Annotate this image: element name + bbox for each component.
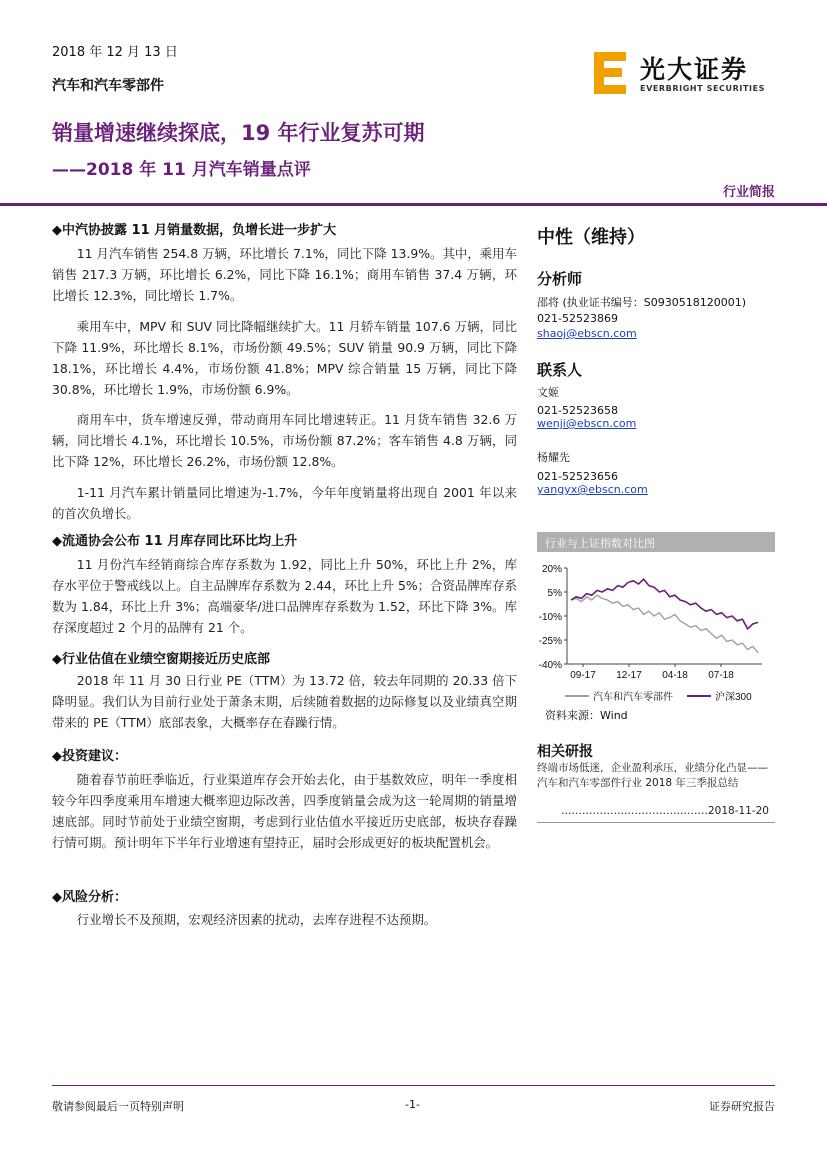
chart-title: 行业与上证指数对比图	[537, 532, 775, 552]
contact1-name: 文姬	[537, 386, 559, 399]
index-comparison-chart	[537, 556, 775, 706]
series-line-csi300	[571, 579, 758, 629]
rating-label: 中性（维持）	[537, 227, 645, 248]
contact1-phone: 021-52523658	[537, 404, 618, 417]
related-report-date: ……………………………………2018-11-20	[560, 805, 769, 817]
related-report-title[interactable]: 终端市场低迷，企业盈利承压，业绩分化凸显——汽车和汽车零部件行业 2018 年三季报总结	[537, 762, 768, 789]
section-head-sales: ◆中汽协披露 11 月销量数据，负增长进一步扩大	[52, 223, 337, 238]
para-risk: 行业增长不及预期，宏观经济因素的扰动，去库存进程不达预期。	[76, 912, 437, 927]
page-number: -1-	[405, 1098, 420, 1111]
x-tick-label: 12-17	[616, 670, 642, 681]
y-tick-label: -10%	[538, 612, 562, 623]
contact2-email-link[interactable]: yangyx@ebscn.com	[537, 483, 648, 496]
related-reports-heading: 相关研报	[537, 744, 593, 760]
logo-english-name: EVERBRIGHT SECURITIES	[640, 84, 766, 93]
report-title: 销量增速继续探底，19 年行业复苏可期	[52, 121, 425, 145]
x-tick-label: 07-18	[708, 670, 734, 681]
section-head-valuation: ◆行业估值在业绩空窗期接近历史底部	[52, 652, 270, 667]
y-tick-label: 20%	[541, 564, 562, 575]
x-tick-label: 09-17	[570, 670, 596, 681]
sector-label: 汽车和汽车零部件	[52, 78, 164, 94]
contact2-phone: 021-52523656	[537, 470, 618, 483]
company-logo	[590, 50, 775, 96]
contact-heading: 联系人	[537, 361, 583, 379]
y-tick-label: -40%	[538, 660, 562, 671]
footer-report-label: 证券研究报告	[709, 1100, 775, 1113]
contact2-name: 杨耀先	[537, 451, 570, 464]
footer-disclaimer: 敬请参阅最后一页特别声明	[52, 1100, 184, 1113]
top-divider	[0, 203, 827, 206]
para-sales-1: 11 月汽车销售 254.8 万辆，环比增长 7.1%，同比下降 13.9%。其中，乘用车销售 217.3 万辆，环比增长 6.2%，同比下降 16.1%；商用车销售 37.4 万辆，环比增长 12.3%，同比增长 1.7%。	[52, 246, 517, 303]
section-head-investment: ◆投资建议：	[52, 749, 127, 764]
chart-source: 资料来源：Wind	[545, 709, 628, 722]
legend-label-auto-parts: 汽车和汽车零部件	[593, 692, 673, 703]
y-tick-label: 5%	[547, 588, 562, 599]
section-head-risk: ◆风险分析：	[52, 890, 127, 905]
analyst-heading: 分析师	[537, 270, 583, 288]
series-line-auto-parts	[571, 595, 758, 653]
footer-divider	[52, 1085, 775, 1086]
report-type: 行业简报	[722, 185, 775, 200]
contact1-email-link[interactable]: wenji@ebscn.com	[537, 417, 637, 430]
analyst-email-link[interactable]: shaoj@ebscn.com	[537, 327, 637, 340]
y-tick-label: -25%	[538, 636, 562, 647]
para-sales-2: 乘用车中，MPV 和 SUV 同比降幅继续扩大。11 月轿车销量 107.6 万辆，同比下降 11.9%，环比增长 8.1%，市场份额 49.5%；SUV 销量 90.9 万辆，同比下降 18.1%，环比增长 4.4%，市场份额 41.8%；MPV 综合销量 15 万辆，同比下降 30.8%，环比增长 1.9%，市场份额 6.9%。	[52, 319, 517, 397]
para-investment: 随着春节前旺季临近，行业渠道库存会开始去化，由于基数效应，明年一季度相较今年四季度乘用车增速大概率迎边际改善，四季度销量会成为这一轮周期的销量增速底部。同时节前处于业绩空窗期，考虑到行业估值水平接近历史底部，板块存春躁行情可期。预计明年下半年行业增速有望持正，届时会形成更好的板块配置机会。	[52, 772, 517, 850]
para-sales-3: 商用车中，货车增速反弹，带动商用车同比增速转正。11 月货车销售 32.6 万辆，同比增长 4.1%，环比增长 10.5%，市场份额 87.2%；客车销售 4.8 万辆，同比下降 12%，环比增长 26.2%，市场份额 12.8%。	[52, 412, 517, 469]
para-inventory: 11 月份汽车经销商综合库存系数为 1.92，同比上升 50%，环比上升 2%，库存水平位于警戒线以上。自主品牌库存系数为 2.44，环比上升 5%；合资品牌库存系数为 1.84，环比上升 3%；高端豪华/进口品牌库存系数为 1.52，环比下降 3%。库存深度超过 2 个月的品牌有 21 个。	[52, 557, 517, 635]
everbright-logo-icon	[590, 50, 630, 96]
section-head-inventory: ◆流通协会公布 11 月库存同比环比均上升	[52, 534, 298, 549]
report-subtitle: ——2018 年 11 月汽车销量点评	[52, 160, 311, 180]
para-sales-4: 1-11 月汽车累计销量同比增速为-1.7%，今年年度销量将出现自 2001 年以来的首次负增长。	[52, 485, 517, 521]
x-tick-label: 04-18	[662, 670, 688, 681]
report-date: 2018 年 12 月 13 日	[52, 45, 178, 60]
legend-label-csi300: 沪深300	[715, 692, 752, 703]
analyst-name: 邵将 (执业证书编号：S0930518120001)	[537, 296, 747, 309]
logo-chinese-name: 光大证券	[640, 55, 749, 84]
related-divider	[537, 822, 775, 823]
analyst-phone: 021-52523869	[537, 312, 618, 325]
para-valuation: 2018 年 11 月 30 日行业 PE（TTM）为 13.72 倍，较去年同期的 20.33 倍下降明显。我们认为目前行业处于萧条末期，后续随着数据的边际修复以及业绩真空期带来的 PE（TTM）底部表象，大概率存在春躁行情。	[52, 673, 517, 730]
